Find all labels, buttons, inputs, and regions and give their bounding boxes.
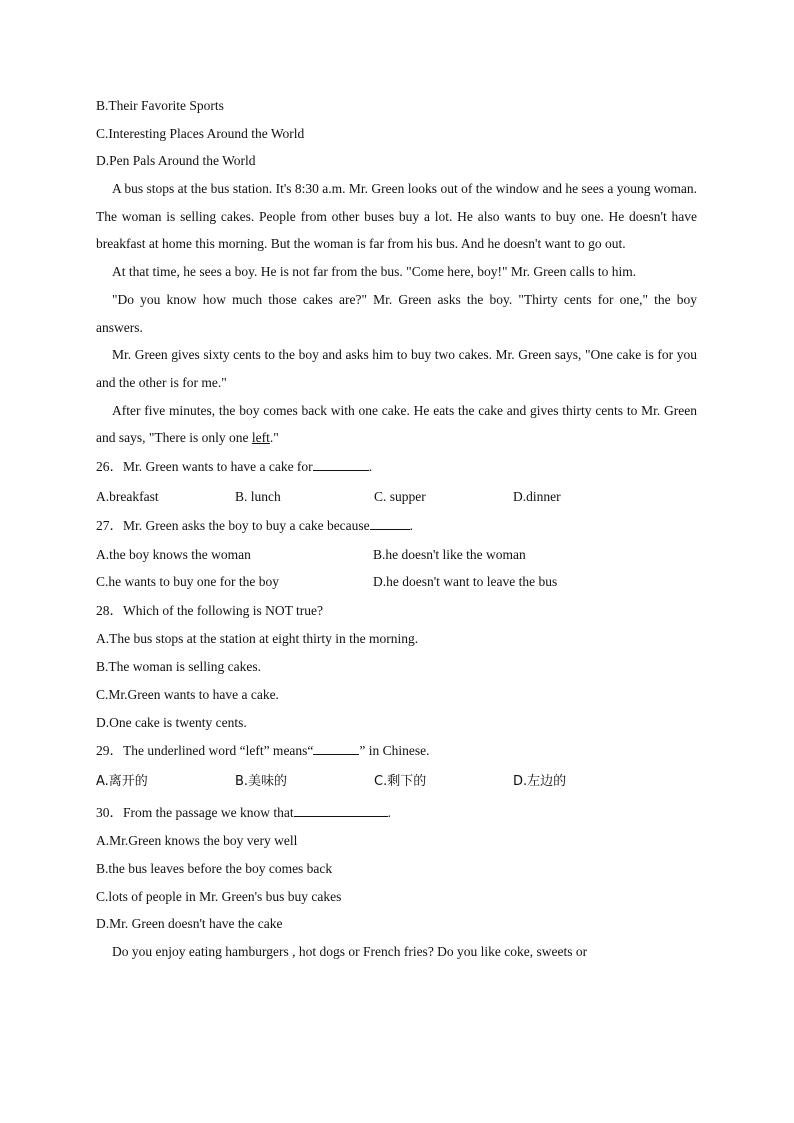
question-28: 28．Which of the following is NOT true? — [96, 602, 323, 618]
option-c: C.Mr.Green wants to have a cake. — [96, 686, 279, 702]
next-passage — [96, 938, 697, 966]
answer-blank — [313, 740, 359, 755]
prev-option-b: B.Their Favorite Sports — [96, 98, 224, 113]
question-27 — [96, 511, 697, 541]
question-30-tail: . — [387, 804, 391, 820]
question-26 — [96, 452, 697, 482]
paragraph-5-text: After five minutes, the boy comes back with one cake. He eats the cake and gives thirty cents to Mr. Green and says, "There is only one — [96, 402, 697, 446]
option-d: D.Mr. Green doesn't have the cake — [96, 916, 283, 932]
answer-blank — [313, 456, 369, 471]
question-30 — [96, 798, 697, 828]
question-27-options-row-2 — [96, 568, 697, 596]
option-c: C.he wants to buy one for the boy — [96, 574, 279, 590]
option-b: B.美味的 — [235, 773, 288, 789]
question-29 — [96, 736, 697, 766]
option-b: B.he doesn't like the woman — [373, 546, 526, 562]
question-29-stem: 29．The underlined word “left” means“ — [96, 743, 314, 759]
option-b: B. lunch — [235, 488, 281, 504]
reading-passage — [96, 175, 697, 452]
option-d: D.dinner — [513, 488, 561, 504]
option-a: A.breakfast — [96, 488, 159, 504]
passage-paragraph-5 — [96, 397, 697, 452]
option-c: C.lots of people in Mr. Green's bus buy cakes — [96, 888, 342, 904]
question-26-options — [96, 482, 697, 512]
option-a: A.Mr.Green knows the boy very well — [96, 833, 298, 849]
option-b: B.The woman is selling cakes. — [96, 659, 261, 675]
question-29-tail: ” in Chinese. — [359, 743, 430, 759]
question-29-options — [96, 766, 697, 798]
option-d: D.he doesn't want to leave the bus — [373, 574, 558, 590]
question-27-options-row-1 — [96, 541, 697, 569]
answer-blank — [370, 515, 410, 530]
paragraph-5-end: ." — [269, 430, 279, 446]
question-27-tail: . — [409, 518, 414, 534]
next-passage-start: Do you enjoy eating hamburgers , hot dogs or French fries? Do you like coke, sweets or — [112, 943, 588, 959]
option-a: A.the boy knows the woman — [96, 546, 251, 562]
passage-paragraph-1: A bus stops at the bus station. It's 8:30 a.m. Mr. Green looks out of the window and he sees a young woman. The woman is selling cakes. People from other buses buy a lot. He also wants to buy one. He doesn't have breakfast at home this morning. But the woman is far from his bus. And he doesn't want to go out. — [96, 181, 697, 252]
prev-option-c: C.Interesting Places Around the World — [96, 125, 305, 141]
question-30-stem: 30．From the passage we know that — [96, 804, 294, 820]
question-27-stem: 27．Mr. Green asks the boy to buy a cake because — [96, 518, 370, 534]
prev-option-d: D.Pen Pals Around the World — [96, 153, 256, 169]
option-a: A.The bus stops at the station at eight thirty in the morning. — [96, 631, 419, 647]
option-b: B.the bus leaves before the boy comes back — [96, 860, 333, 876]
worksheet-page — [96, 92, 697, 966]
passage-paragraph-4: Mr. Green gives sixty cents to the boy and asks him to buy two cakes. Mr. Green says, "One cake is for you and the other is for me." — [96, 347, 697, 390]
question-26-stem: 26．Mr. Green wants to have a cake for — [96, 459, 313, 475]
underlined-word: left — [251, 430, 270, 446]
passage-paragraph-3: "Do you know how much those cakes are?" Mr. Green asks the boy. "Thirty cents for one," the boy answers. — [96, 291, 697, 335]
answer-blank — [294, 802, 388, 817]
option-d: D.左边的 — [513, 773, 567, 789]
question-26-tail: . — [368, 459, 373, 475]
option-c: C.剩下的 — [374, 773, 427, 789]
passage-paragraph-2: At that time, he sees a boy. He is not far from the bus. "Come here, boy!" Mr. Green calls to him. — [112, 264, 637, 280]
option-a: A.离开的 — [96, 773, 148, 789]
option-d: D.One cake is twenty cents. — [96, 714, 247, 730]
option-c: C. supper — [374, 488, 426, 504]
